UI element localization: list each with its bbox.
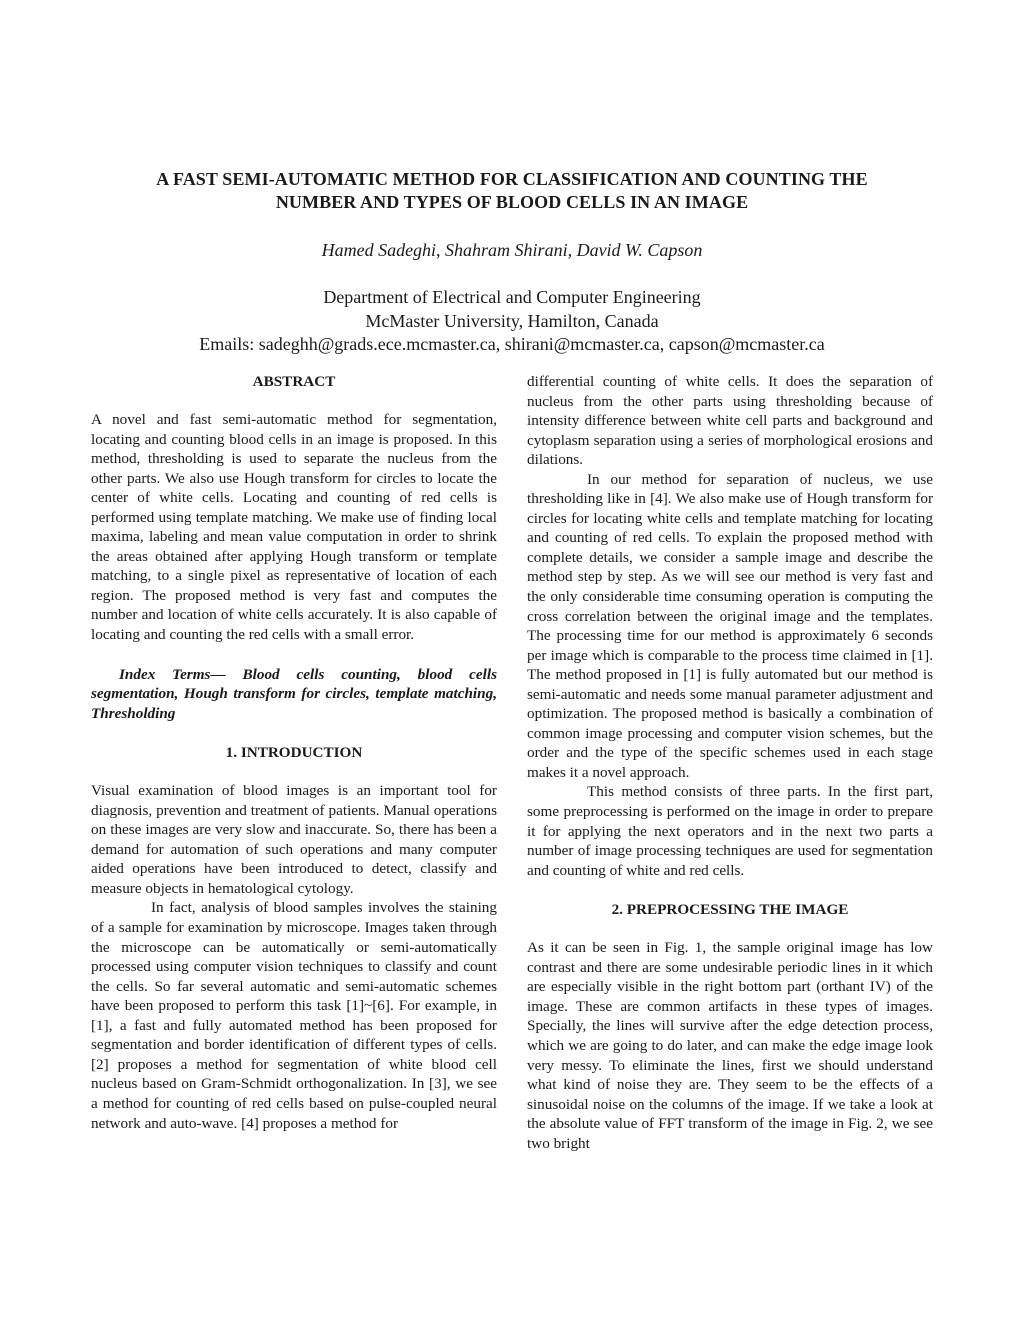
affiliation-line: McMaster University, Hamilton, Canada — [365, 310, 659, 331]
intro-paragraph: Visual examination of blood images is an important tool for diagnosis, prevention and treatment of patients. Manual operations on these images are very slow and inaccurate. So, there has been a demand for automation of such operations and many computer aided operations have been introduced to detect, classify and measure objects in hematological cytology. — [91, 782, 497, 897]
index-terms: Index Terms— Blood cells counting, blood cells segmentation, Hough transform for circles, template matching, Thresholding — [91, 665, 497, 722]
intro-paragraph: In fact, analysis of blood samples involves the staining of a sample for examination by microscope. Images taken through the microscope can be automatically or semi-automatically processed using computer vision techniques to classify and count the cells. So far several automatic and semi-automatic schemes have been proposed to perform this task [1]~[6]. For example, in [1], a fast and fully automated method has been proposed for segmentation and border identification of different types of cells. [2] proposes a method for segmentation of white blood cell nucleus based on Gram-Schmidt orthogonalization. In [3], we see a method for counting of red cells based on pulse-coupled neural network and auto-wave. [4] proposes a method for — [91, 899, 497, 1132]
title-line: NUMBER AND TYPES OF BLOOD CELLS IN AN IMAGE — [275, 192, 749, 212]
abstract-text: A novel and fast semi-automatic method for segmentation, locating and counting blood cells in an image is proposed. In this method, thresholding is used to separate the nucleus from the other parts. We also use Hough transform for circles to locate the center of white cells. Locating and counting of red cells is performed using template matching. We make use of finding local maxima, labeling and mean value computation in order to shrink the areas obtained after applying Hough transform or template matching, to a single pixel as representative of location of each region. The proposed method is very fast and computes the number and location of white cells accurately. It is also capable of locating and counting the red cells with a small error. — [91, 411, 497, 644]
intro-paragraph: This method consists of three parts. In the first part, some preprocessing is performed on the image in order to prepare it for applying the next operators and in the next two parts a number of image processing techniques are used for segmentation and counting of white and red cells. — [527, 783, 933, 879]
title-line: A FAST SEMI-AUTOMATIC METHOD FOR CLASSIFICATION AND COUNTING THE — [156, 169, 868, 189]
intro-paragraph: In our method for separation of nucleus, we use thresholding like in [4]. We also make use of Hough transform for circles for locating white cells and template matching for locating and counting of red cells. To explain the proposed method with complete details, we consider a sample image and describe the method step by step. As we will see our method is very fast and the only considerable time consuming operation is computing the cross correlation between the original image and the templates. The processing time for our method is approximately 6 seconds per image which is comparable to the process time claimed in [1]. The method proposed in [1] is fully automated but our method is semi-automatic and needs some manual parameter adjustment and optimization. The proposed method is basically a combination of common image processing and computer vision schemes, but the order and the type of the specific schemes used in each stage makes it a novel approach. — [527, 470, 933, 781]
paper-title — [60, 168, 964, 214]
preprocessing-heading: 2. PREPROCESSING THE IMAGE — [611, 901, 849, 919]
author-list: Hamed Sadeghi, Shahram Shirani, David W. Capson — [321, 240, 703, 260]
left-column — [91, 372, 497, 1133]
right-column — [527, 372, 933, 1153]
preprocessing-text: As it can be seen in Fig. 1, the sample original image has low contrast and there are some undesirable periodic lines in it which are especially visible in the right bottom part (orthant IV) of the image. These are common artifacts in these types of images. Specially, the lines will survive after the edge detection process, which we are going to do later, and can make the edge image look very messy. To eliminate the lines, first we should understand what kind of noise they are. They seem to be the effects of a sinusoidal noise on the columns of the image. If we take a look at the absolute value of FFT transform of the image in Fig. 2, we see two bright — [527, 939, 933, 1152]
affiliation-line: Department of Electrical and Computer Engineering — [323, 287, 701, 307]
affiliation-line: Emails: sadeghh@grads.ece.mcmaster.ca, shirani@mcmaster.ca, capson@mcmaster.ca — [199, 334, 825, 354]
intro-continuation: differential counting of white cells. It does the separation of nucleus from the other parts using thresholding because of intensity difference between white cell parts and background and cytoplasm separation using a series of morphological erosions and dilations. — [527, 373, 933, 469]
introduction-heading: 1. INTRODUCTION — [225, 744, 363, 762]
abstract-heading: ABSTRACT — [252, 373, 336, 390]
affiliation-block — [40, 286, 984, 357]
